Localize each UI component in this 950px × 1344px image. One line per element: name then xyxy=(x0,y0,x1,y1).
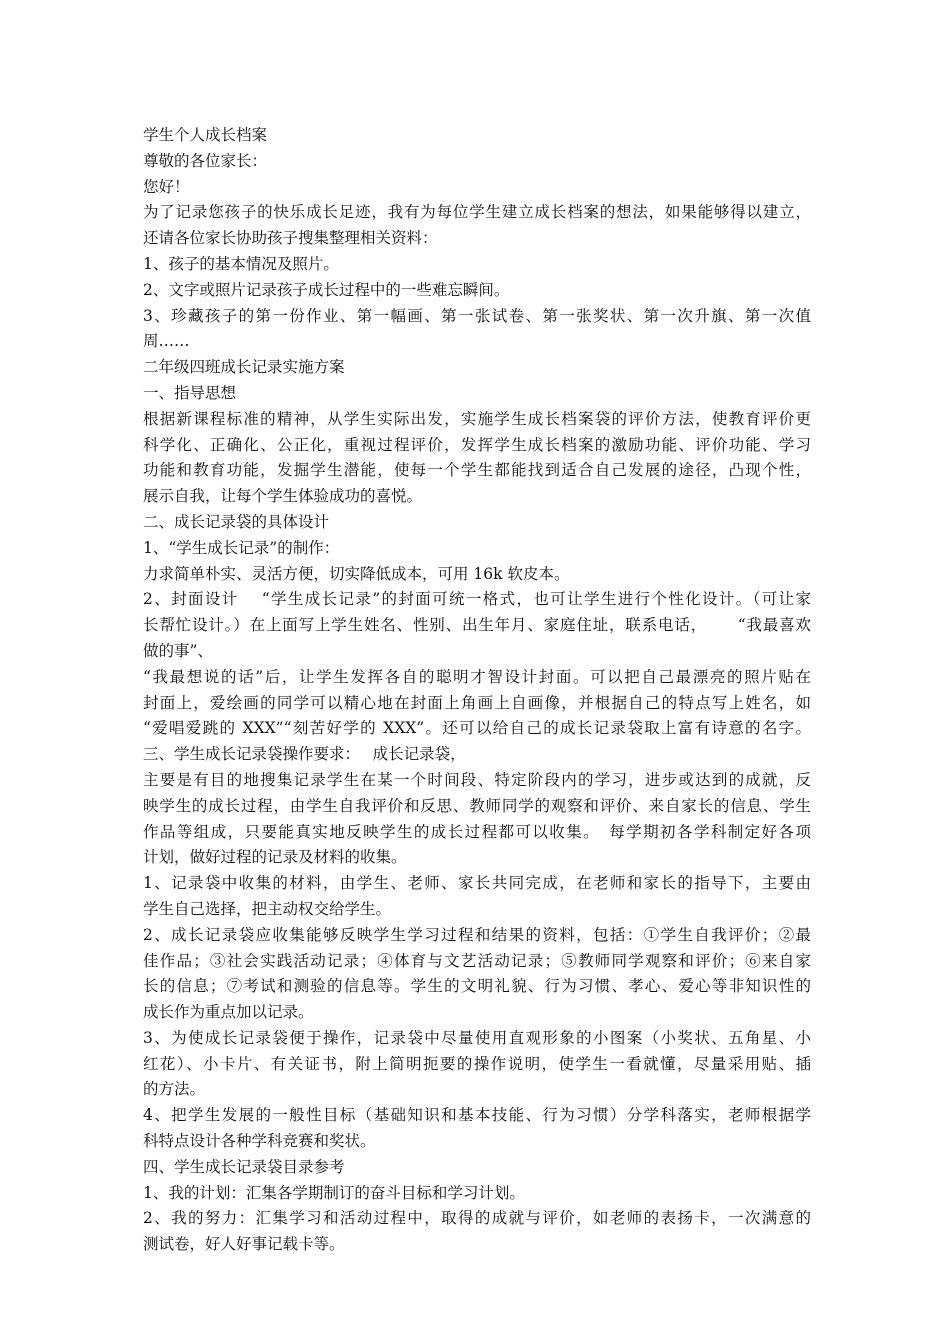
text-line: 的方法。 xyxy=(143,1080,206,1099)
text-line: 红花）、小卡片、有关证书，附上简明扼要的操作说明，使学生一看就懂，尽量采用贴、插 xyxy=(143,1054,811,1073)
text-line: 映学生的成长过程，由学生自我评价和反思、教师同学的观察和评价、来自家长的信息、学生 xyxy=(143,796,811,815)
text-line: 1、我的计划：汇集各学期制订的奋斗目标和学习计划。 xyxy=(143,1183,525,1202)
text-line: 作品等组成，只要能真实地反映学生的成长过程都可以收集。 每学期初各学科制定好各项 xyxy=(143,822,811,841)
text-line: 功能和教育功能，发掘学生潜能，使每一个学生都能找到适合自己发展的途径，凸现个性， xyxy=(143,461,811,480)
text-line: 二年级四班成长记录实施方案 xyxy=(143,358,345,377)
text-line: “我最想说的话”后，让学生发挥各自的聪明才智设计封面。可以把自己最漂亮的照片贴在 xyxy=(143,667,811,686)
text-line: 为了记录您孩子的快乐成长足迹，我有为每位学生建立成长档案的想法，如果能够得以建立， xyxy=(143,203,811,222)
text-line: 四、学生成长记录袋目录参考 xyxy=(143,1157,345,1176)
text-line: 周…… xyxy=(143,332,190,351)
text-line: 1、记录袋中收集的材料，由学生、老师、家长共同完成，在老师和家长的指导下，主要由 xyxy=(143,874,811,893)
text-line: “爱唱爱跳的 XXX”“刻苦好学的 XXX”。还可以给自己的成长记录袋取上富有诗意的名字。 xyxy=(143,719,811,738)
text-line: 尊敬的各位家长： xyxy=(143,151,268,170)
text-line: 二、成长记录袋的具体设计 xyxy=(143,512,330,531)
text-line: 3、珍藏孩子的第一份作业、第一幅画、第一张试卷、第一张奖状、第一次升旗、第一次值 xyxy=(143,306,811,325)
text-line: 长帮忙设计。）在上面写上学生姓名、性别、出生年月、家庭住址，联系电话， “我最喜欢 xyxy=(143,616,811,635)
text-line: 4、把学生发展的一般性目标（基础知识和基本技能、行为习惯）分学科落实，老师根据学 xyxy=(143,1106,811,1125)
text-line: 1、“学生成长记录”的制作： xyxy=(143,538,340,557)
text-line: 2、我的努力：汇集学习和活动过程中，取得的成就与评价，如老师的表扬卡，一次满意的 xyxy=(143,1209,811,1228)
text-line: 2、文字或照片记录孩子成长过程中的一些难忘瞬间。 xyxy=(143,280,510,299)
text-line: 学生自己选择，把主动权交给学生。 xyxy=(143,899,392,918)
text-line: 还请各位家长协助孩子搜集整理相关资料： xyxy=(143,229,438,248)
text-line: 长的信息；⑦考试和测验的信息等。学生的文明礼貌、行为习惯、孝心、爱心等非知识性的 xyxy=(143,977,811,996)
text-line: 根据新课程标准的精神，从学生实际出发，实施学生成长档案袋的评价方法，使教育评价更 xyxy=(143,409,811,428)
text-line: 三、学生成长记录袋操作要求： 成长记录袋， xyxy=(143,745,466,764)
text-line: 3、为使成长记录袋便于操作，记录袋中尽量使用直观形象的小图案（小奖状、五角星、小 xyxy=(143,1028,811,1047)
text-line: 力求简单朴实、灵活方便，切实降低成本，可用 16k 软皮本。 xyxy=(143,564,570,583)
document-title: 学生个人成长档案 xyxy=(143,126,268,144)
text-line: 科特点设计各种学科竞赛和奖状。 xyxy=(143,1132,376,1151)
text-line: 成长作为重点加以记录。 xyxy=(143,1003,314,1022)
text-line: 测试卷，好人好事记载卡等。 xyxy=(143,1235,345,1254)
text-line: 主要是有目的地搜集记录学生在某一个时间段、特定阶段内的学习，进步或达到的成就，反 xyxy=(143,770,811,789)
text-line: 佳作品；③社会实践活动记录；④体育与文艺活动记录；⑤教师同学观察和评价；⑥来自家 xyxy=(143,951,811,970)
text-line: 计划，做好过程的记录及材料的收集。 xyxy=(143,848,407,867)
text-line: 一、指导思想 xyxy=(143,383,237,402)
text-line: 2、成长记录袋应收集能够反映学生学习过程和结果的资料，包括：①学生自我评价；②最 xyxy=(143,925,811,944)
text-line: 1、孩子的基本情况及照片。 xyxy=(143,254,339,273)
text-line: 您好！ xyxy=(143,177,190,196)
text-line: 封面上，爱绘画的同学可以精心地在封面上角画上自画像，并根据自己的特点写上姓名，如 xyxy=(143,693,811,712)
document-body xyxy=(143,123,811,1258)
text-line: 科学化、正确化、公正化，重视过程评价，发挥学生成长档案的激励功能、评价功能、学习 xyxy=(143,435,811,454)
text-line: 2、封面设计 “学生成长记录”的封面可统一格式，也可让学生进行个性化设计。（可让家 xyxy=(143,590,811,609)
text-line: 做的事”、 xyxy=(143,641,213,660)
text-line: 展示自我，让每个学生体验成功的喜悦。 xyxy=(143,487,423,506)
